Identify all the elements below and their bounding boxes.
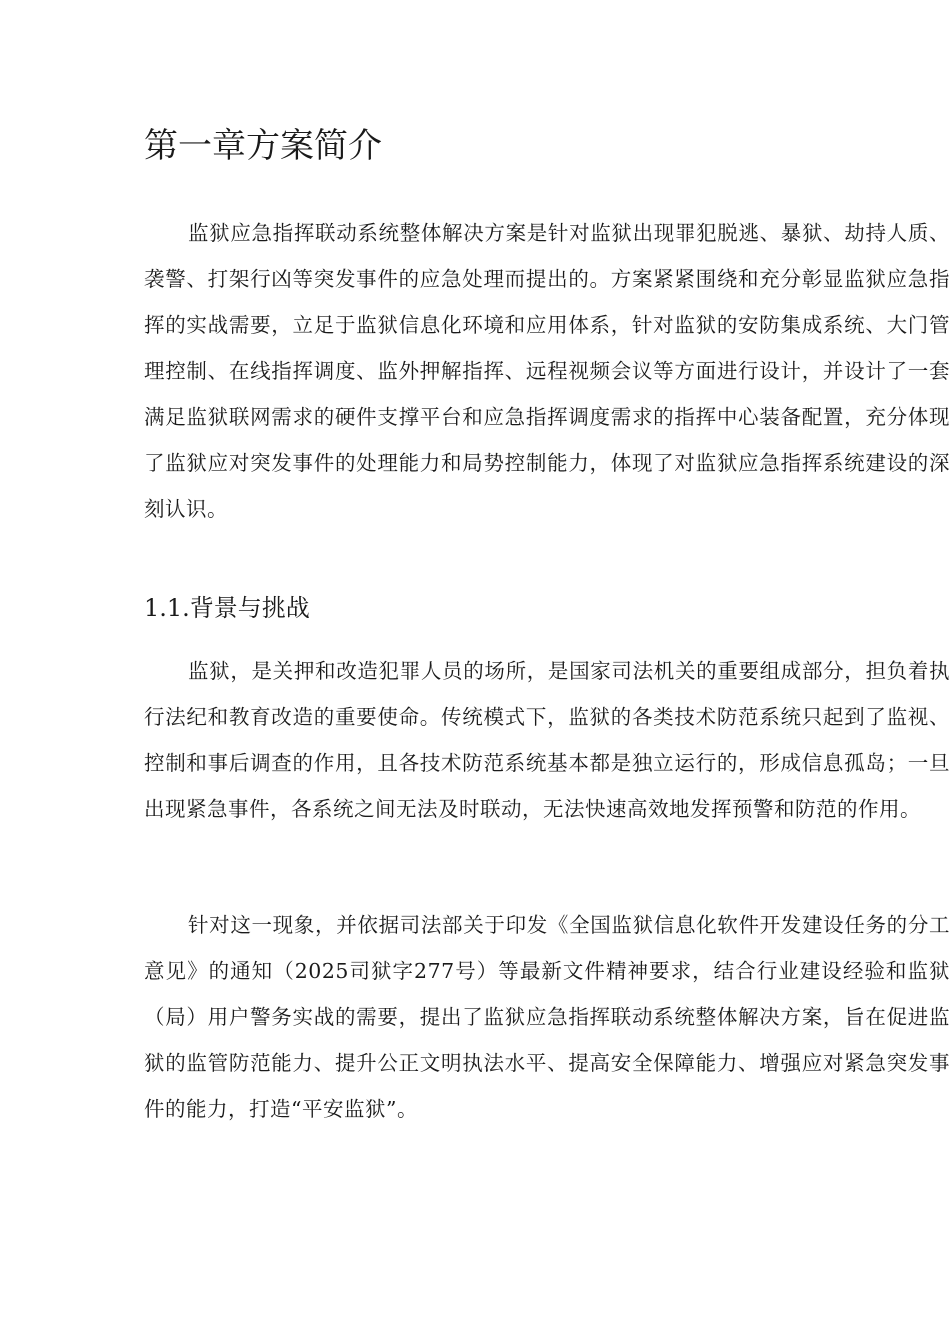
section-title: 1.1.背景与挑战 [144,594,310,622]
chapter-title: 第一章方案简介 [144,126,382,166]
background-paragraph: 监狱，是关押和改造犯罪人员的场所，是国家司法机关的重要组成部分，担负着执行法纪和教育改造的重要使命。传统模式下，监狱的各类技术防范系统只起到了监视、控制和事后调查的作用，且各技术防范系统基本都是独立运行的，形成信息孤岛；一旦出现紧急事件，各系统之间无法及时联动，无法快速高效地发挥预警和防范的作用。 [144,659,950,821]
challenge-paragraph: 针对这一现象，并依据司法部关于印发《全国监狱信息化软件开发建设任务的分工意见》的通知（2025司狱字277号）等最新文件精神要求，结合行业建设经验和监狱（局）用户警务实战的需要，提出了监狱应急指挥联动系统整体解决方案，旨在促进监狱的监管防范能力、提升公正文明执法水平、提高安全保障能力、增强应对紧急突发事件的能力，打造“平安监狱”。 [144,913,950,1121]
intro-paragraph: 监狱应急指挥联动系统整体解决方案是针对监狱出现罪犯脱逃、暴狱、劫持人质、袭警、打架行凶等突发事件的应急处理而提出的。方案紧紧围绕和充分彰显监狱应急指挥的实战需要，立足于监狱信息化环境和应用体系，针对监狱的安防集成系统、大门管理控制、在线指挥调度、监外押解指挥、远程视频会议等方面进行设计，并设计了一套满足监狱联网需求的硬件支撑平台和应急指挥调度需求的指挥中心装备配置，充分体现了监狱应对突发事件的处理能力和局势控制能力，体现了对监狱应急指挥系统建设的深刻认识。 [144,221,950,521]
